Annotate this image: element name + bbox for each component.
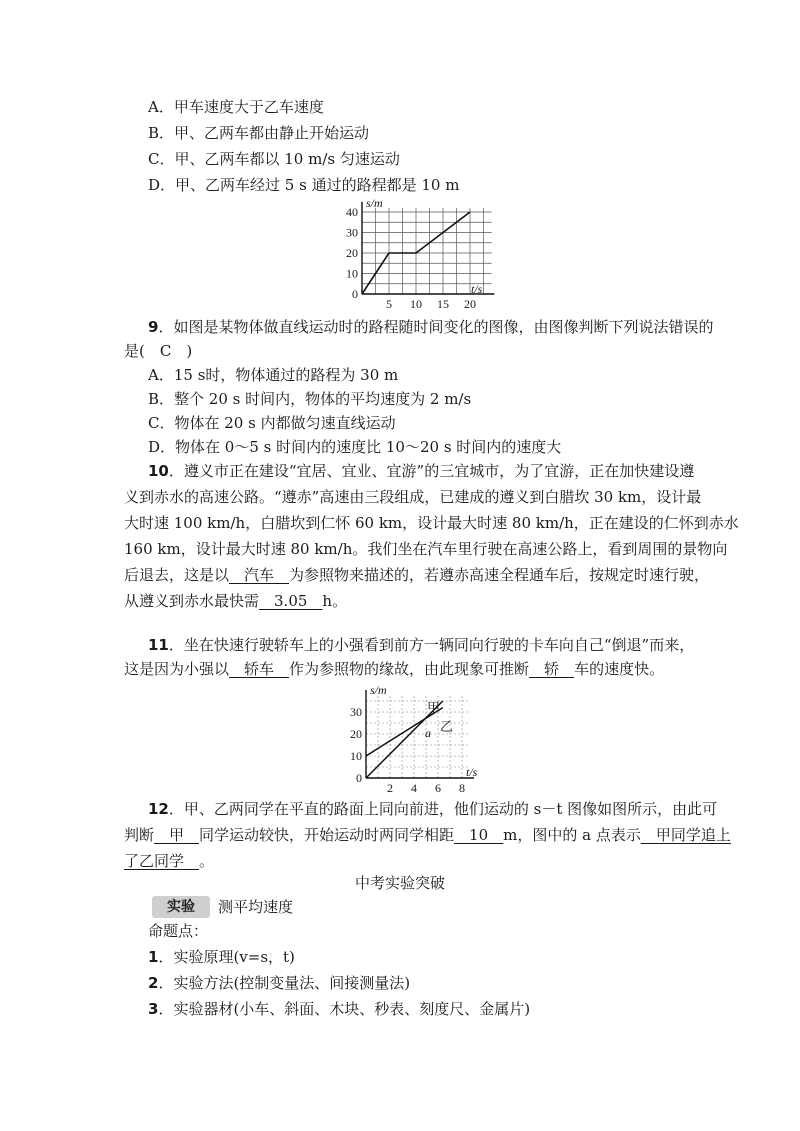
q9-option-b: B．整个 20 s 时间内，物体的平均速度为 2 m/s (148, 390, 472, 408)
q10-line-3: 大时速 100 km/h，白腊坎到仁怀 60 km，设计最大时速 80 km/h，正在建设的仁怀到赤水 (124, 514, 739, 532)
q12-line-2-mid2: m，图中的 a 点表示 (503, 826, 641, 844)
graph-1-y-ticks (346, 205, 358, 301)
q11-answer-2: 轿 (529, 660, 575, 678)
graph-1-x-label: t/s (471, 282, 483, 296)
experiment-title: 测平均速度 (218, 898, 294, 916)
proposition-item (148, 998, 530, 1020)
proposition-text: ．实验方法(控制变量法、间接测量法) (158, 974, 411, 992)
q10-line-5-end: 为参照物来描述的，若遵赤高速全程通车后，按规定时速行驶， (289, 566, 710, 584)
graph-2-series-label-jia: 甲 (427, 700, 441, 715)
q11-line-1: ．坐在快速行驶轿车上的小强看到前方一辆同向行驶的卡车向自己“倒退”而来， (168, 636, 695, 654)
q10-answer-2: 3.05 (259, 592, 323, 610)
propositions-label: 命题点： (148, 922, 209, 940)
graph-1-x-ticks (386, 297, 476, 311)
q12-answer-3: 甲同学追上 (640, 826, 731, 844)
q11-answer-1: 轿车 (229, 660, 290, 678)
q8-option-c: C．甲、乙两车都以 10 m/s 匀速运动 (148, 150, 400, 168)
graph-2-series-label-yi: 乙 (440, 719, 454, 734)
q10-line-4: 160 km，设计最大时速 80 km/h。我们坐在汽车里行驶在高速公路上，看到周围的景物向 (124, 540, 728, 558)
x-tick-label: 5 (386, 297, 392, 311)
graph-1-axes (362, 202, 494, 294)
q10-line-6-start: 从遵义到赤水最快需 (124, 592, 260, 610)
proposition-item (148, 972, 410, 994)
y-tick-label: 30 (350, 705, 362, 719)
q12-line-2-start: 判断 (124, 826, 155, 844)
graph-2-point-a: a (425, 726, 431, 740)
y-tick-label: 10 (346, 266, 358, 281)
q10-line-1: ．遵义市正在建设“宜居、宜业、宜游”的三宜城市，为了宜游，正在加快建设遵 (168, 462, 695, 480)
experiment-tag: 实验 (152, 896, 210, 918)
q10-line-5-start: 后退去，这是以 (124, 566, 230, 584)
x-tick-label: 8 (459, 781, 465, 794)
graph-2-y-label: s/m (370, 683, 387, 697)
proposition-number: 3 (148, 1000, 159, 1018)
graph-2-grid (366, 694, 468, 778)
q10-answer-1: 汽车 (229, 566, 290, 584)
x-tick-label: 2 (387, 781, 393, 794)
q9-stem-line-1: ．如图是某物体做直线运动时的路程随时间变化的图像，由图像判断下列说法错误的 (158, 318, 714, 336)
q11-line-2-end: 车的速度快。 (574, 660, 665, 678)
q8-option-b: B．甲、乙两车都由静止开始运动 (148, 124, 370, 142)
x-tick-label: 6 (435, 781, 441, 794)
y-tick-label: 0 (352, 287, 358, 301)
y-tick-label: 20 (350, 727, 362, 741)
graph-2-x-label: t/s (466, 765, 478, 779)
proposition-number: 2 (148, 974, 159, 992)
q11-line-2-mid: 作为参照物的缘故，由此现象可推断 (289, 660, 530, 678)
y-tick-label: 30 (346, 225, 358, 240)
section-title: 中考实验突破 (354, 874, 445, 892)
q11-line-2-start: 这是因为小强以 (124, 660, 230, 678)
q9-option-a: A．15 s时，物体通过的路程为 30 m (148, 366, 399, 384)
x-tick-label: 10 (410, 297, 422, 311)
proposition-item (148, 946, 295, 968)
q12-line-2-mid: 同学运动较快，开始运动时两同学相距 (199, 826, 455, 844)
y-tick-label: 20 (346, 246, 358, 260)
graph-1-y-label: s/m (366, 198, 383, 210)
q9-stem-line-2: 是( C ) (124, 342, 193, 360)
q8-option-d: D．甲、乙两车经过 5 s 通过的路程都是 10 m (148, 176, 460, 194)
q9-option-c: C．物体在 20 s 内都做匀速直线运动 (148, 414, 396, 432)
x-tick-label: 20 (464, 297, 476, 311)
q12-line-3-end: 。 (199, 852, 215, 870)
q10-line-2: 义到赤水的高速公路。“遵赤”高速由三段组成，已建成的遵义到白腊坎 30 km，设计最 (124, 488, 702, 506)
proposition-text: ．实验原理(v=s，t) (158, 948, 295, 966)
q9-number: 9 (148, 318, 159, 336)
q8-option-a: A．甲车速度大于乙车速度 (148, 98, 324, 116)
x-tick-label: 15 (437, 297, 449, 311)
q10-line-6-end: h。 (322, 592, 348, 610)
q9-option-d: D．物体在 0～5 s 时间内的速度比 10～20 s 时间内的速度大 (148, 438, 562, 456)
graph-1 (330, 198, 500, 314)
q11-number: 11 (148, 636, 169, 654)
y-tick-label: 10 (350, 749, 362, 763)
y-tick-label: 40 (346, 205, 358, 219)
graph-2-y-ticks (350, 705, 362, 785)
graph-2-x-ticks (387, 781, 465, 794)
q12-answer-3-cont: 了乙同学 (124, 852, 200, 870)
q10-number: 10 (148, 462, 169, 480)
q12-answer-2: 10 (454, 826, 504, 844)
q12-answer-1: 甲 (154, 826, 200, 844)
q12-number: 12 (148, 800, 169, 818)
y-tick-label: 0 (356, 771, 362, 785)
x-tick-label: 4 (411, 781, 417, 794)
proposition-text: ．实验器材(小车、斜面、木块、秒表、刻度尺、金属片) (158, 1000, 531, 1018)
proposition-number: 1 (148, 948, 159, 966)
q12-line-1: ．甲、乙两同学在平直的路面上同向前进，他们运动的 s－t 图像如图所示，由此可 (168, 800, 718, 818)
graph-2 (334, 682, 494, 794)
